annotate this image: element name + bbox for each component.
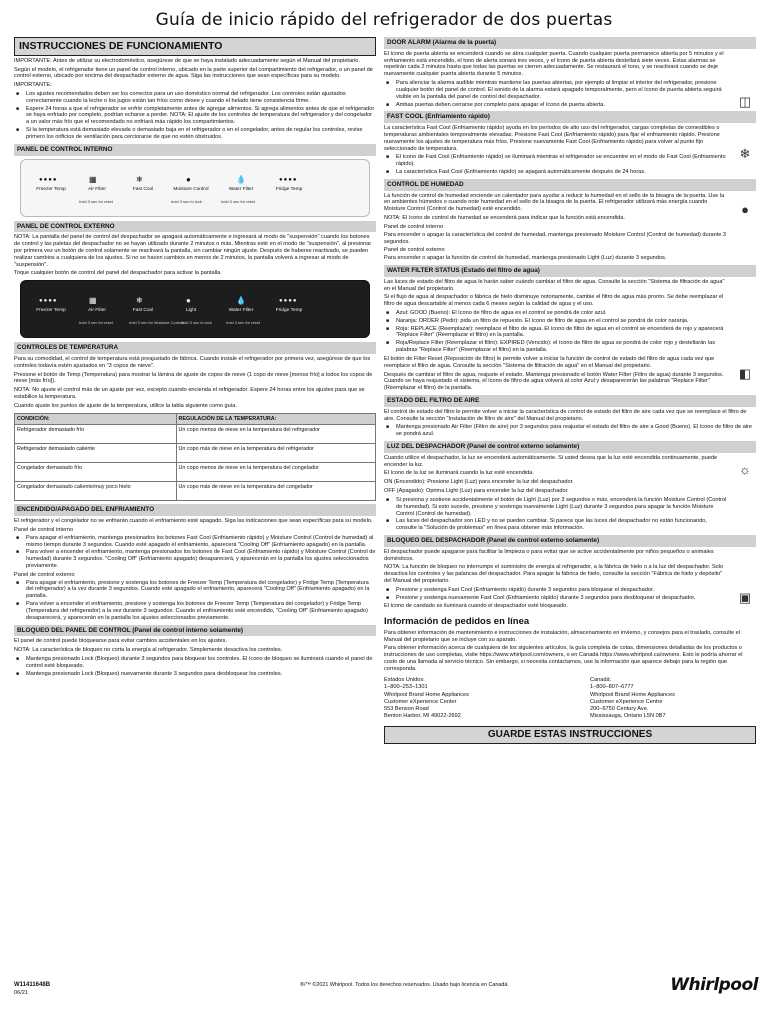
light-bulb-icon: ☼ [739,461,751,477]
document-code: W11411648B [14,982,51,988]
temp-paragraph: Cuando ajuste los puntos de ajuste de la temperatura, utilice la tabla siguiente como guía. [14,402,237,409]
humidity-subheading-internal: Panel de control interno [384,223,444,230]
dispenser-lock-paragraph: NOTA: La función de bloqueo no interrumpe el suministro de energía al refrigerador, a la fábrica de hielo o a la luz del despachador. Solo desactiva los controles y las palancas del despachador. Para apagar la fábrica de hielo, consulte la sección "Fábrica de hielo y depósito" del Manual del propietario. [384,564,724,584]
external-panel-activate: Toque cualquier botón de control del panel del despachador para activar la pantalla. [14,270,222,277]
canada-contact [590,677,750,720]
table-header-row [15,413,376,425]
fast-cool-icon: ❄ [136,174,143,184]
light-paragraph: OFF (Apagado): Oprima Light (Luz) para encender la luz del despachador. [384,488,569,495]
humidity-paragraph: La función de control de humedad enciende un calentador para ayudar a reducir la humedad en el sello de la bisagra de la puerta. Use la en ambientes húmedos o cuando note humedad en el sello de la bisagra de la puerta. El refrigerador utilizará más energía cuando Moisture Control (Control de humedad) esté encendido. [384,192,725,213]
panel-hint: hold 3 sec for reset [79,198,114,204]
panel-label-fridge-temp[interactable]: Fridge Temp [275,308,303,314]
canada-label: Canadá: [590,676,612,683]
panel-hint: hold 3 sec to lock [171,198,202,204]
temperature-guide-table [14,413,376,502]
intro-panel-types: Según el modelo, el refrigerador tiene un panel de control interno, ubicado en la parte superior del compartimiento del refrigerador, o un panel de control externo, ubicado por encima del despachador externo de agua. Siga las instrucciones que sean específicas para su modelo. [14,66,373,80]
page-title: Guía de inicio rápido del refrigerador de dos puertas [155,10,613,30]
air-filter-status-header: ESTADO DEL FILTRO DE AIRE [384,395,756,407]
canada-address-line: Mississauga, Ontario L5N 0B7 [590,712,666,719]
internal-control-panel-illustration [20,159,370,217]
air-filter-icon: ▦ [89,174,97,184]
panel-hint: hold 3 sec for reset [226,320,261,326]
copyright-notice: ®/™ ©2021 Whirlpool. Todos los derechos reservados. Usado bajo licencia en Canadá. [300,982,509,988]
padlock-icon: ▣ [738,589,752,605]
water-bullet: ■ Naranja: ORDER (Pedir): pida un filtro de repuesto. El ícono de filtro de agua en el control se pondrá de color naranja. [396,318,728,325]
dispenser-lock-header: BLOQUEO DEL DESPACHADOR (Panel de control externo solamente) [384,535,756,547]
fast-cool-icon: ❄ [136,296,143,306]
fast-cool-bullets [384,154,728,175]
dispenser-lock-paragraph: El despachador puede apagarse para facilitar la limpieza o para evitar que se active accidentalmente por niños pequeños o animales domésticos. [384,548,714,562]
snowflake-icon: ❄ [739,146,751,162]
table-cell: Congelador demasiado caliente/muy poco hielo [15,482,177,501]
alarm-bullet: ■ Para silenciar la alarma audible mientras mantiene las puertas abiertas, por ejemplo al limpiar el interior del refrigerador, presione cualquier botón del panel de control. El sonido de la alarma estará apagado temporalmente, pero el ícono de puerta abierta seguirá visible en la pantalla del panel de control del despachador. [396,80,728,100]
internal-panel-header: PANEL DE CONTROL INTERNO [14,144,376,156]
table-header-cell: REGULACIÓN DE LA TEMPERATURA: [176,413,375,425]
dispenser-light-header: LUZ DEL DESPACHADOR (Panel de control externo solamente) [384,441,756,453]
light-paragraph: El ícono de la luz se iluminará cuando la luz esté encendida. [384,470,534,477]
cooling-subheading-external: Panel de control externo [14,571,75,578]
door-alarm-header: DOOR ALARM (Alarma de la puerta) [384,37,756,49]
panel-label-water-filter[interactable]: Water Filter [228,308,254,314]
water-bullets [384,310,728,354]
fast-cool-bullet: ■ El ícono de Fast Cool (Enfriamiento rápido) se iluminará mientras el refrigerador se encuentre en el modo de Fast Cool (Enfriamiento rápido). [396,154,728,168]
air-bullet: ■ Mantenga presionado Air Filter (Filtro de aire) por 3 segundos para reajustar el estado del filtro de aire a Good (Bueno). El ícono de filtro de aire se pondrá azul. [396,424,756,438]
table-cell: Refrigerador demasiado caliente [15,444,177,463]
fridge-temp-dots-icon: ●●●● [279,298,298,305]
light-bullet: ■ Si presiona y sostiene accidentalmente el botón de Light (Luz) por 3 segundos o más, encenderá la función Moisture Control (Control de humedad). Si esto sucede, presione y sostenga nuevamente Light (Luz) durante 3 segundos para apagar la función Moisture Control (Control de humedad). [396,497,728,517]
panel-label-air-filter[interactable]: Air Filter [88,308,106,314]
us-address-line: Customer eXperience Center [384,699,457,706]
alarm-bullets [384,80,728,108]
temperature-controls-header: CONTROLES DE TEMPERATURA [14,342,376,354]
fast-cool-header: FAST COOL (Enfriamiento rápido) [384,111,756,123]
light-icon: ● [186,296,191,306]
table-cell: Congelador demasiado frío [15,463,177,482]
panel-label-fast-cool[interactable]: Fast Cool [132,308,154,314]
panel-hint: hold 3 sec to lock [181,320,212,326]
lock-bullet: ■ Mantenga presionado Lock (Bloqueo) nuevamente durante 3 segundos para desbloquear los controles. [26,671,376,678]
water-bullet: ■ Roja/Replace Filter (Reemplazar el filtro): EXPIRED (Vencido): el ícono de filtro de agua se pondrá de color rojo y destellarán las palabras "Replace Filter" (Reemplazar el filtro) en la pantalla. [396,340,728,354]
dispenser-lock-bullet: ■ Presione y sostenga Fast Cool (Enfriamiento rápido) durante 3 segundos para bloquear el despachador. [396,587,728,594]
canada-address-line: Whirlpool Brand Home Appliances [590,692,675,699]
online-orders-title: Información de pedidos en línea [384,616,530,628]
table-cell: Un copo menos de nieve en la temperatura del refrigerador [176,425,375,444]
temp-paragraph: NOTA: No ajuste el control más de un ajuste por vez, excepto cuando encienda el refrigerador. Espere 24 horas entre los ajustes para que se estabilice la temperatura. [14,387,365,401]
humidity-note: NOTA: El ícono de control de humedad se encenderá para indicar que la función está encendida. [384,215,625,222]
temp-paragraph: Para su comodidad, el control de temperatura está preajustado de fábrica. Cuando instale el refrigerador por primera vez, asegúrese de que los controles todavía estén ajustados en "3 copos de nieve". [14,356,371,369]
control-lock-header: BLOQUEO DEL PANEL DE CONTROL (Panel de control interno solamente) [14,625,376,637]
light-paragraph: Cuando utilice el despachador, la luz se encenderá automáticamente. Si usted desea que la luz esté encendida continuamente, puede encender la luz. [384,454,718,468]
humidity-paragraph: Para encender o apagar la función de control de humedad, mantenga presionado Light (Luz) durante 3 segundos. [384,255,667,262]
water-filter-icon: 💧 [236,296,246,306]
dispenser-lock-paragraph: El ícono de candado se iluminará cuando el despachador esté bloqueado. [384,603,568,610]
us-contact [384,677,544,720]
page-footer [0,977,768,1024]
us-address-line: Whirlpool Brand Home Appliances [384,692,469,699]
water-paragraph: El botón de Filter Reset (Reposición de filtro) le permite volver a iniciar la función de control de estado del filtro de agua cada vez que reemplace el filtro de agua. Consulte la sección "Sistema de filtración de agua" en el Manual del propietario. [384,355,715,369]
water-paragraph: Si el flujo de agua al despachador o fábrica de hielo disminuye notoriamente, cambie el filtro de agua más pronto. Se debe reemplazar el filtro de agua descartable al menos cada 6 meses según la calidad de agua y el uso. [384,294,724,308]
lock-bullet: ■ Mantenga presionado Lock (Bloqueo) durante 3 segundos para bloquear los controles. El ícono de bloqueo se iluminará cuando el panel de control esté bloqueado. [26,656,376,670]
orders-paragraph: Para obtener información de mantenimiento e instrucciones de instalación, almacenamiento en invierno, y consejos para el traslado, consulte el Manual del propietario que se incluye con su aparato. [384,629,741,643]
humidity-paragraph: Para encender o apagar la característica del control de humedad, mantenga presionado Moisture Control (Control de humedad) durante 3 segundos. [384,231,727,245]
external-panel-note: NOTA: La pantalla del panel de control del despachador se apagará automáticamente e ingresará al modo de "suspensión" cuando los botones de control y las paletas del despachador no se hayan utilizado durante 2 minutos o más. Mientras esté en el modo de "suspensión", al presionar por primera vez un botón de control solamente se reactivará la pantalla, sin cambiar ningún ajuste. Después de haberse reactivado, se pueden realizar cambios a cualquiera de los ajustes. Si no se hacen cambios en menos de 2 minutos, la pantalla volverá a ingresar al modo de "suspensión". [14,234,372,268]
table-row [15,444,376,463]
contact-addresses [384,677,756,720]
lock-paragraph: NOTA: La característica de bloqueo no corta la energía al refrigerador. Simplemente desactiva los controles. [14,647,283,654]
humidity-subheading-external: Panel de control externo [384,247,445,254]
panel-label-light[interactable]: Light [185,308,197,314]
table-header-cell: CONDICIÓN: [15,413,177,425]
panel-label-fast-cool[interactable]: Fast Cool [132,186,154,192]
alarm-paragraph: El ícono de puerta abierta se encenderá cuando se abra cualquier puerta. Cuando cualquier puerta permanece abierta por 5 minutos y el enfriamiento está encendido, el tono de alerta sonará tres veces, y el ícono de puerta abierta destellará siete veces. Estas alarmas se repetirán cada 2 minutos hasta que todas las puertas se cierren adecuadamente. Se restaurará el tono, y se reactivará cuando se deje nuevamente cualquier puerta abierta durante 5 minutos. [384,50,724,78]
right-column [384,37,756,744]
intro-bullet: ■ Espere 24 horas a que el refrigerador se enfríe completamente antes de agregar alimentos. Si agrega alimentos antes de que el refrigerador se haya enfriado por completo, podrían echarse a perder. NOTA: El ajuste de los controles de temperatura del refrigerador y del congelador a un valor más frío que el recomendado no enfriará más rápido los compartimientos. [26,106,376,126]
panel-hint: hold 3 sec for Moisture Control [129,320,184,326]
table-cell: Un copo más de nieve en la temperatura del refrigerador [176,444,375,463]
water-filter-section [384,279,756,392]
intro-bullet: ■ Si la temperatura está demasiado elevada o demasiado baja en el refrigerador o en el congelador, antes de regular los controles, revise primero los orificios de ventilación para cerciorarse de que no estén obstruidos. [26,127,376,141]
intro-bullet: ■ Los ajustes recomendados deben ser los correctos para un uso doméstico normal del refrigerador. Los controles están ajustados correctamente cuando la leche o los jugos están tan fríos como desee y cuando el helado tiene consistencia firme. [26,91,376,105]
freezer-temp-dots-icon: ●●●● [39,176,58,183]
dispenser-lock-bullets [384,587,728,602]
lock-bullets [14,656,376,677]
dispenser-lock-bullet: ■ Presione y sostenga nuevamente Fast Cool (Enfriamiento rápido) durante 3 segundos para desbloquear el despachador. [396,595,728,602]
temp-paragraph: Presione el botón de Temp (Temperatura) para mostrar la lámina de ajuste de copos de nieve (1 copo de nieve [menos frío] a todos los copos de nieve [más frío]). [14,371,373,385]
external-control-panel-illustration [20,280,370,338]
table-row [15,425,376,444]
fast-cool-section [384,125,756,176]
intro-important: IMPORTANTE: Antes de utilizar su electrodoméstico, asegúrese de que se haya instalado adecuadamente según el Manual del propietario. [14,57,360,64]
panel-hint: hold 3 sec for reset [221,198,256,204]
fast-cool-bullet: ■ La característica Fast Cool (Enfriamiento rápido) se apagará automáticamente después de 24 horas. [396,169,728,176]
panel-label-freezer-temp[interactable]: Freezer Temp [36,186,66,192]
alarm-bullet: ■ Ambas puertas deben cerrarse por completo para apagar el ícono de puerta abierta. [396,102,728,109]
water-bullet: ■ Azul: GOOD (Bueno): El ícono de filtro de agua es el control se pondrá de color azul. [396,310,728,317]
air-paragraph: El control de estado del filtro le permite volver a iniciar la característica de control de estado del filtro de aire cada vez que se reemplace el filtro de aire. Consulte la sección "Instalación de filtro de aire" del Manual del propietario. [384,408,747,422]
cooling-bullet: ■ Para apagar el enfriamiento, mantenga presionados los botones Fast Cool (Enfriamiento rápido) y Moisture Control (Control de humedad) al mismo tiempo durante 3 segundos. Cuando esté apagado el enfriamiento, aparecerá "Cooling Off" (Enfriamiento apagado) en la pantalla. [26,535,376,549]
dispenser-lock-section [384,549,756,611]
left-column [14,37,376,679]
humidity-control-header: CONTROL DE HUMEDAD [384,179,756,191]
cooling-external-bullets [14,580,376,622]
table-row [15,482,376,501]
cooling-subheading-internal: Panel de control interno [14,526,74,533]
panel-label-moisture-control[interactable]: Moisture Control [173,186,209,192]
humidity-section [384,193,756,262]
document-date: 06/21 [14,990,28,996]
canada-address-line: Customer eXperience Centre [590,699,663,706]
lock-paragraph: El panel de control puede bloquearse para evitar cambios accidentales en los ajustes. [14,638,228,645]
cooling-on-off-header: ENCENDIDO/APAGADO DEL ENFRIAMIENTO [14,504,376,516]
water-filter-icon: 💧 [236,174,246,184]
water-bullet: ■ Roja: REPLACE (Reemplazar): reemplace el filtro de agua. El ícono de filtro de agua en el control se encenderá de rojo y aparecerá "Replace Filter" (Reemplazar el filtro) en la pantalla. [396,326,728,340]
fast-cool-paragraph: La característica Fast Cool (Enfriamiento rápido) ayuda en los períodos de alto uso del refrigerador, cargas completas de comestibles o temperaturas ambientales temporalmente elevadas. Presione Fast Cool (Enfriamiento rápido) para fijar el enfriamiento rápido. Presione nuevamente los ajustes de temperatura más fríos. Presione nuevamente Fast Cool (Enfriamiento rápido) para volver al punto fijo seleccionado de temperatura. [384,125,720,152]
intro-bullets [14,91,376,141]
air-filter-icon: ▦ [89,296,97,306]
fridge-temp-dots-icon: ●●●● [279,176,298,183]
table-cell: Un copo más de nieve en la temperatura del congelador [176,482,375,501]
light-bullets [384,497,728,532]
external-panel-header: PANEL DE CONTROL EXTERNO [14,221,376,233]
panel-hint: hold 3 sec for reset [79,320,114,326]
panel-label-water-filter[interactable]: Water Filter [228,186,254,192]
operating-instructions-header: INSTRUCCIONES DE FUNCIONAMIENTO [14,37,376,56]
table-cell: Refrigerador demasiado frío [15,425,177,444]
water-filter-status-header: WATER FILTER STATUS (Estado del filtro de agua) [384,265,756,277]
cooling-bullet: ■ Para apagar el enfriamiento, presione y sostenga los botones de Freezer Temp (Temperatura del congelador) y Fridge Temp (Temperatura del refrigerador) a la vez durante 3 segundos. Cuando esté apagado el enfriamiento, aparecerá "Cooling Off" (Enfriamiento apagado) en la pantalla. [26,580,376,600]
dispenser-light-section [384,455,756,532]
freezer-temp-dots-icon: ●●●● [39,298,58,305]
door-alarm-section [384,51,756,109]
us-address-line: Benton Harbor, MI 49022-2692 [384,712,461,719]
moisture-control-icon: ● [186,174,191,184]
save-instructions-banner: GUARDE ESTAS INSTRUCCIONES [384,726,756,744]
orders-paragraph: Para obtener información acerca de cualquiera de los siguientes artículos, la guía completa de cotas, dimensiones detalladas de los productos o instrucciones de uso completas, visite https://www.whirlpool.com/owners, o en Canadá https://www.whirlpool.ca/owners. Esto le podría ahorrar el costo de una llamada al servicio técnico. Sin embargo, si necesita contactarnos, use la información que aparece debajo para la región que corresponda. [384,645,743,672]
table-cell: Un copo menos de nieve en la temperatura del congelador [176,463,375,482]
cooling-bullet: ■ Para volver a encender el enfriamiento, presione y sostenga los botones de Freezer Temp (Temperatura del congelador) y Fridge Temp (Temperatura del refrigerador) a la vez durante 3 segundos. Cuando el enfriamiento esté encendido, "Cooling Off" (Enfriamiento apagado) desaparecerá, y aparecerán en la pantalla los ajustes seleccionados previamente. [26,601,376,621]
us-phone[interactable]: 1–800–253–1301 [384,683,428,690]
canada-address-line: 200–6750 Century Ave. [590,705,649,712]
cooling-internal-bullets [14,535,376,570]
canada-phone[interactable]: 1–800–807–6777 [590,683,634,690]
cooling-bullet: ■ Para volver a encender el enfriamiento, mantenga presionados los botones de Fast Cool (Enfriamiento rápido) y Moisture Control (Control de humedad) durante 3 segundos. "Cooling Off" (Enfriamiento apagado) desaparecerá, y aparecerán en la pantalla los ajustes seleccionados previamente. [26,549,376,569]
cooling-paragraph: El refrigerador y el congelador no se enfriarán cuando el enfriamiento esté apagado. Siga las indicaciones que sean específicas para su modelo. [14,518,373,525]
moisture-drop-icon: ● [741,201,749,217]
water-paragraph: Las luces de estado del filtro de agua le harán saber cuándo cambiar el filtro de agua. Consulte la sección "Sistema de filtración de agua" en el Manual del propietario. [384,278,725,292]
door-open-icon: ◫ [738,93,752,109]
water-filter-icon: ◧ [738,365,752,381]
light-paragraph: ON (Encendido): Presione Light (Luz) para encender la luz del despachador. [384,479,574,486]
air-bullets [384,424,756,438]
us-address-line: 553 Benson Road [384,705,429,712]
whirlpool-logo: Whirlpool [670,975,758,995]
water-paragraph: Después de cambiar el filtro de agua, reajuste el estado. Mantenga presionado el botón Water Filter (Filtro de agua) durante 3 segundos. Cuando se haya reajustado el sistema, el ícono de filtro de agua volverá al color Azul y desaparecerán las palabras "Replace Filter" (Reemplazar el filtro) de la pantalla. [384,371,724,392]
us-label: Estados Unidos: [384,676,425,683]
panel-label-freezer-temp[interactable]: Freezer Temp [36,308,66,314]
light-bullet: ■ Las luces del despachador son LED y no se pueden cambiar. Si parece que las luces del despachador no están funcionando, consulte la "Solución de problemas" en línea para obtener más información. [396,518,728,532]
table-row [15,463,376,482]
panel-label-air-filter[interactable]: Air Filter [88,186,106,192]
intro-important-label: IMPORTANTE: [14,82,52,89]
panel-label-fridge-temp[interactable]: Fridge Temp [275,186,303,192]
